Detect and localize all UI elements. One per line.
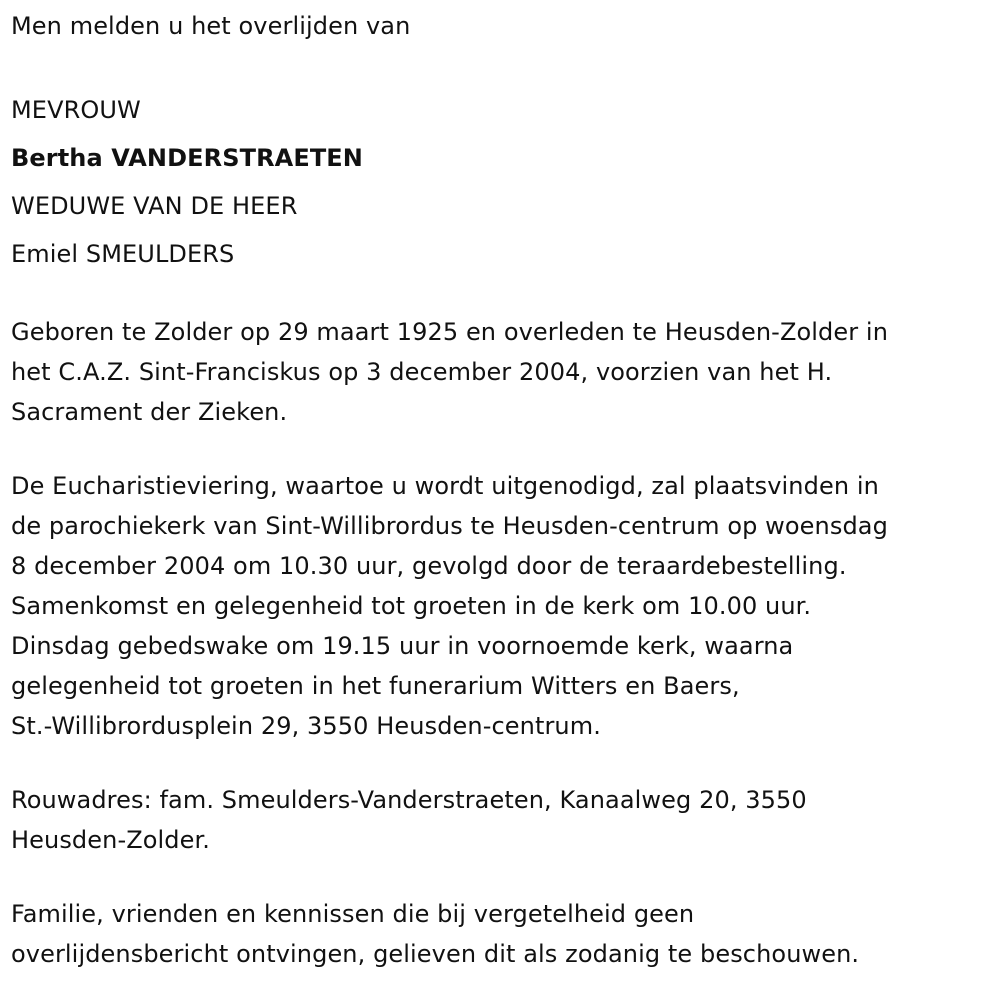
closing-paragraph <box>11 894 991 974</box>
paragraph-line: Dinsdag gebedswake om 19.15 uur in voornoemde kerk, waarna <box>11 632 794 660</box>
deceased-name: Bertha VANDERSTRAETEN <box>11 144 363 172</box>
spouse-prefix: WEDUWE VAN DE HEER <box>11 192 298 220</box>
paragraph-line: overlijdensbericht ontvingen, gelieven dit als zodanig te beschouwen. <box>11 940 860 968</box>
intro-text: Men melden u het overlijden van <box>11 12 411 40</box>
paragraph-line: Samenkomst en gelegenheid tot groeten in de kerk om 10.00 uur. <box>11 592 812 620</box>
ceremony-paragraph <box>11 466 991 746</box>
paragraph-line: St.-Willibrordusplein 29, 3550 Heusden-centrum. <box>11 712 601 740</box>
title-line: MEVROUW <box>11 96 141 124</box>
paragraph-line: Geboren te Zolder op 29 maart 1925 en overleden te Heusden-Zolder in <box>11 318 889 346</box>
paragraph-line: De Eucharistieviering, waartoe u wordt uitgenodigd, zal plaatsvinden in <box>11 472 879 500</box>
paragraph-line: de parochiekerk van Sint-Willibrordus te Heusden-centrum op woensdag <box>11 512 888 540</box>
address-paragraph <box>11 780 991 860</box>
paragraph-line: het C.A.Z. Sint-Franciskus op 3 december 2004, voorzien van het H. <box>11 358 833 386</box>
paragraph-line: 8 december 2004 om 10.30 uur, gevolgd door de teraardebestelling. <box>11 552 847 580</box>
spouse-name: Emiel SMEULDERS <box>11 240 235 268</box>
deceased-header <box>11 86 991 278</box>
intro-section <box>11 0 991 46</box>
paragraph-line: Sacrament der Zieken. <box>11 398 288 426</box>
paragraph-line: Heusden-Zolder. <box>11 826 210 854</box>
paragraph-line: Rouwadres: fam. Smeulders-Vanderstraeten, Kanaalweg 20, 3550 <box>11 786 807 814</box>
paragraph-line: Familie, vrienden en kennissen die bij vergetelheid geen <box>11 900 695 928</box>
paragraph-line: gelegenheid tot groeten in het funerarium Witters en Baers, <box>11 672 740 700</box>
birth-death-paragraph <box>11 312 991 432</box>
death-notice <box>11 0 991 974</box>
